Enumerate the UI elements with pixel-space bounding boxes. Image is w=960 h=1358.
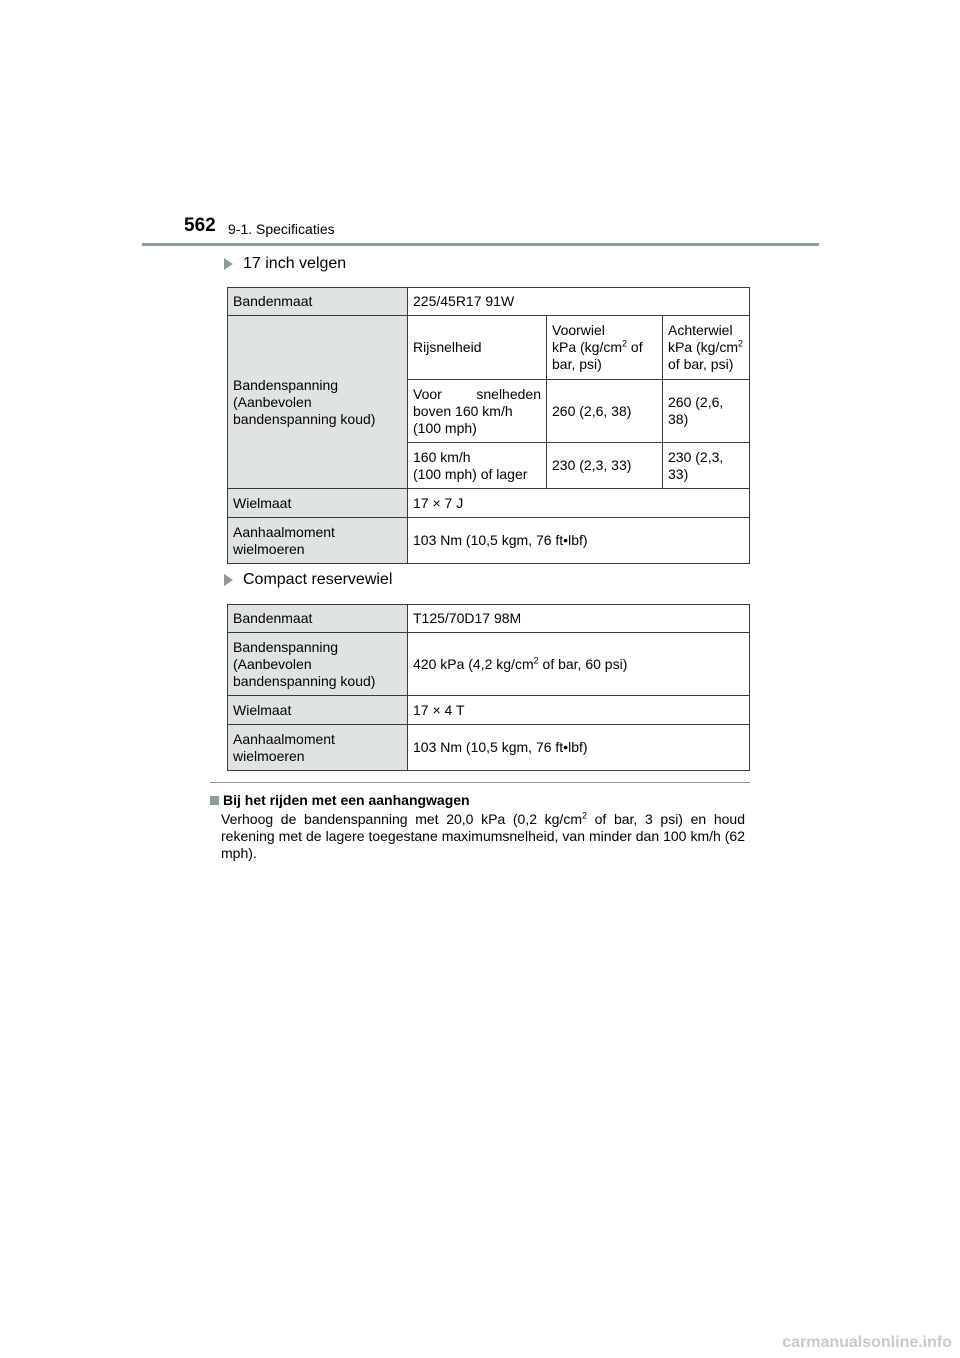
header-text: Voorwiel: [552, 322, 605, 338]
speed-cell: [408, 443, 547, 489]
note-title: Bij het rijden met een aanhangwagen: [223, 792, 470, 808]
header-text: kPa (kg/cm: [668, 339, 739, 355]
superscript: 2: [622, 338, 628, 349]
triangle-bullet-icon: [224, 574, 233, 586]
triangle-bullet-icon: [224, 258, 233, 270]
superscript: 2: [533, 654, 539, 665]
header-cell-speed: Rijsnelheid: [408, 316, 547, 380]
spec-table-17-inch: [227, 287, 750, 564]
value-cell: 17 × 7 J: [408, 489, 750, 518]
value-cell: T125/70D17 98M: [408, 605, 750, 633]
value-cell: 260 (2,6, 38): [547, 380, 663, 443]
subheading-label: Compact reservewiel: [243, 571, 393, 588]
value-cell: 260 (2,6, 38): [663, 380, 750, 443]
header-text: Achterwiel: [668, 322, 733, 338]
label-cell: Aanhaalmoment wielmoeren: [228, 725, 408, 771]
table-row: [228, 633, 750, 696]
section-title: 9-1. Specificaties: [228, 221, 335, 237]
spec-table-compact-spare: [227, 604, 750, 771]
watermark: carmanualsonline.info: [782, 1334, 952, 1351]
value-cell: [408, 633, 750, 696]
speed-text: Voor snelheden: [413, 385, 541, 402]
page-number: 562: [184, 215, 216, 236]
header-cell-front: [547, 316, 663, 380]
speed-text: 160 km/h: [413, 448, 471, 465]
label-text: (Aanbevolen: [233, 655, 312, 672]
note-body: [210, 811, 745, 862]
label-cell: Wielmaat: [228, 696, 408, 725]
note-heading: [210, 792, 745, 809]
table-row: [228, 725, 750, 771]
value-cell: 225/45R17 91W: [408, 288, 750, 316]
subheading-17-inch: [224, 255, 346, 273]
label-cell: [228, 633, 408, 696]
table-row: [228, 605, 750, 633]
section-divider: [210, 782, 750, 783]
note-text: of bar, 3 psi) en houd rekening met de lagere toegestane maximumsnelheid, van minder dan 100 km/h (62 mph).: [221, 811, 745, 861]
table-row: [228, 489, 750, 518]
header-text: kPa (kg/cm: [552, 339, 623, 355]
speed-text: (100 mph) of lager: [413, 465, 528, 482]
header-rule: [142, 243, 819, 246]
table-row: [228, 316, 750, 380]
value-cell: 103 Nm (10,5 kgm, 76 ft•lbf): [408, 725, 750, 771]
header-cell-rear: [663, 316, 750, 380]
table-row: [228, 518, 750, 564]
speed-cell: [408, 380, 547, 443]
speed-text: (100 mph): [413, 419, 477, 436]
trailer-note: [210, 792, 745, 862]
label-cell: Bandenmaat: [228, 288, 408, 316]
superscript: 2: [581, 810, 587, 821]
label-text: Bandenspanning: [233, 638, 339, 655]
speed-text: boven 160 km/h: [413, 402, 513, 419]
value-text: 420 kPa (4,2 kg/cm: [413, 655, 534, 672]
note-text: Verhoog de bandenspanning met 20,0 kPa (0,2 kg/cm: [221, 811, 582, 827]
subheading-compact-spare: [224, 571, 392, 589]
value-cell: 17 × 4 T: [408, 696, 750, 725]
subheading-label: 17 inch velgen: [243, 255, 347, 272]
label-cell: Aanhaalmoment wielmoeren: [228, 518, 408, 564]
label-text: bandenspanning koud): [233, 672, 376, 689]
superscript: 2: [738, 338, 744, 349]
table-row: [228, 288, 750, 316]
value-text: of bar, 60 psi): [538, 655, 628, 672]
header-text: of bar, psi): [552, 339, 643, 372]
label-cell: Bandenmaat: [228, 605, 408, 633]
header-text: of bar, psi): [668, 356, 734, 372]
table-row: [228, 696, 750, 725]
value-cell: 230 (2,3, 33): [663, 443, 750, 489]
value-cell: 103 Nm (10,5 kgm, 76 ft•lbf): [408, 518, 750, 564]
value-cell: 230 (2,3, 33): [547, 443, 663, 489]
label-cell: Wielmaat: [228, 489, 408, 518]
square-bullet-icon: [210, 796, 219, 805]
label-cell: Bandenspanning (Aanbevolen bandenspanning koud): [228, 316, 408, 489]
